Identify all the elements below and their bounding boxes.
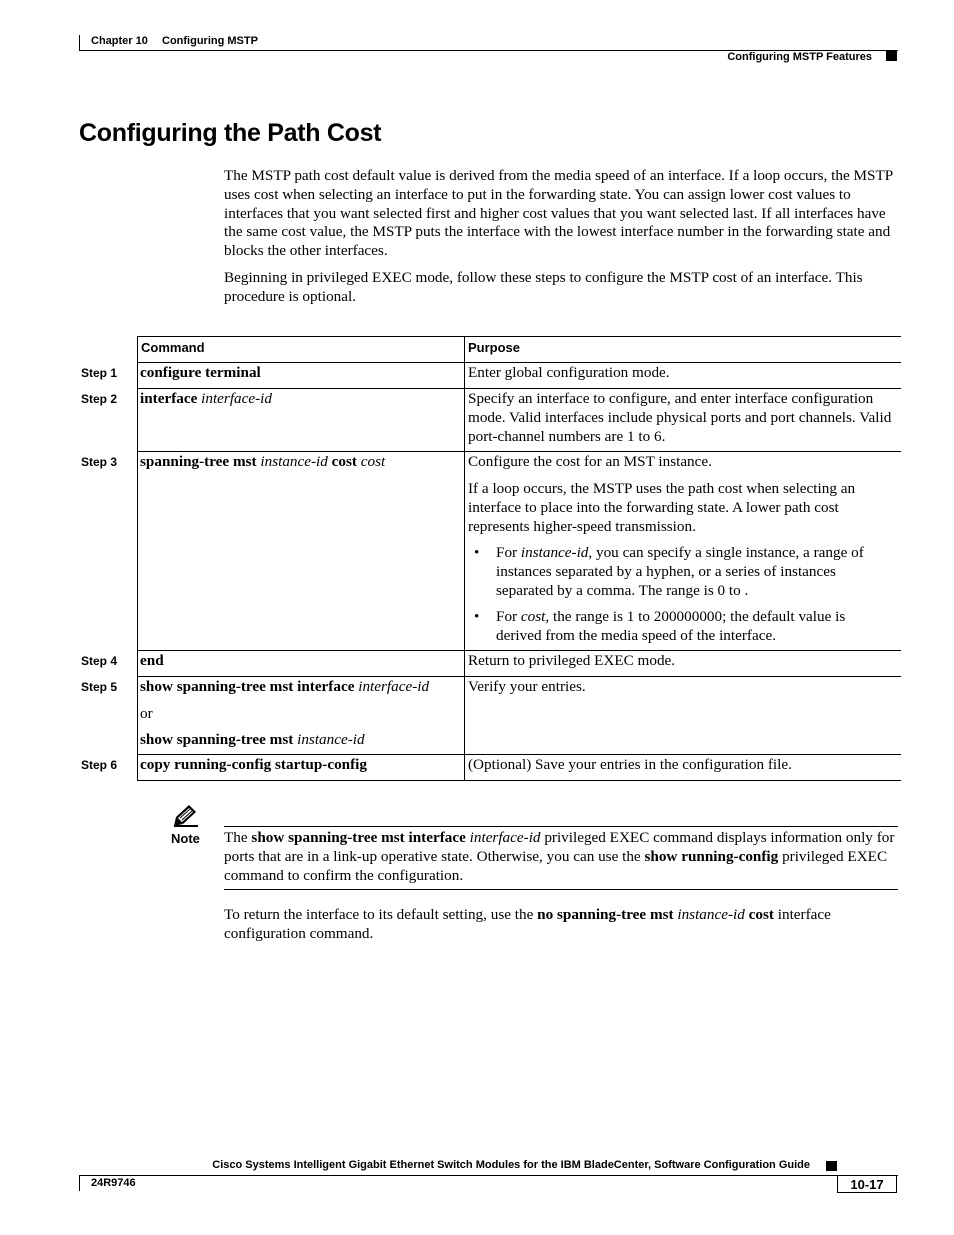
table-top-rule (137, 336, 901, 337)
command-argument: instance-id (520, 544, 589, 561)
step-command (140, 678, 429, 697)
command-keyword: show spanning-tree mst (140, 731, 294, 748)
command-keyword: end (140, 652, 164, 669)
step-purpose: Return to privileged EXEC mode. (468, 652, 676, 669)
command-keyword: show spanning-tree mst interface (140, 678, 355, 695)
step-purpose: Enter global configuration mode. (468, 364, 670, 381)
note-text-run: privileged EXEC command displays information only for ports that are in a link-up operative state. Otherwise, you can use the (224, 829, 895, 865)
command-keyword: copy running-config startup-config (140, 756, 367, 773)
command-argument: instance-id (297, 731, 365, 748)
table-bottom-rule (137, 780, 901, 781)
note-text-run: privileged EXEC command to confirm the configuration. (224, 847, 888, 884)
footer-marker (826, 1161, 837, 1171)
footer-rule (79, 1175, 898, 1176)
closing-text-run: interface configuration command. (224, 906, 831, 942)
bullet-marker: • (474, 544, 480, 561)
page-title: Configuring the Path Cost (79, 119, 382, 147)
command-argument: interface-id (469, 829, 541, 846)
table-row-rule (137, 451, 901, 452)
header-chapter: Chapter 10 (91, 35, 148, 47)
command-argument: interface-id (201, 390, 272, 407)
bullet-item (496, 608, 886, 646)
command-argument: cost (360, 453, 386, 470)
footer-left-rule (79, 1175, 80, 1191)
command-argument: instance-id (260, 453, 328, 470)
bullet-text: , you can specify a single instance, a range of instances separated by a hyphen, or a series of instances separated by a comma. The range is 0 to . (496, 544, 864, 599)
step-purpose: Verify your entries. (468, 678, 586, 695)
note-top-rule (224, 826, 898, 827)
step-command (140, 364, 261, 383)
step-purpose-detail: If a loop occurs, the MSTP uses the path cost when selecting an interface to place into the forwarding state. A lower path cost represents higher-speed transmission. (468, 480, 856, 535)
table-row-rule (137, 754, 901, 755)
table-left-rule (137, 336, 138, 781)
step-command (140, 756, 367, 775)
step-command (140, 652, 164, 671)
bullet-marker: • (474, 608, 480, 625)
note-text-run: The (224, 829, 252, 846)
intro-paragraph-1: The MSTP path cost default value is derived from the media speed of an interface. If a loop occurs, the MSTP uses cost when selecting an interface to put in the forwarding state. You can assign lower cost values to interfaces that you want selected first and higher cost values that you want selected last. If all interfaces have the same cost value, the MSTP puts the interface with the lowest interface number in the forwarding state and blocks the other interfaces. (224, 167, 893, 260)
step-label: Step 3 (81, 455, 118, 469)
step-label: Step 1 (81, 366, 118, 380)
command-argument: cost (520, 608, 546, 625)
bullet-text: For (496, 608, 518, 625)
table-row-rule (137, 650, 901, 651)
table-header-rule (137, 362, 901, 363)
step-label: Step 6 (81, 758, 118, 772)
pencil-icon (172, 803, 200, 827)
step-command-or: or (140, 705, 153, 722)
bullet-item (496, 544, 894, 600)
command-keyword: cost (331, 453, 357, 470)
table-row-rule (137, 676, 901, 677)
step-label: Step 5 (81, 680, 118, 694)
closing-paragraph (224, 906, 899, 944)
command-keyword: spanning-tree mst (140, 453, 257, 470)
command-keyword: show spanning-tree mst interface (251, 829, 466, 846)
table-row-rule (137, 388, 901, 389)
closing-text-run: To return the interface to its default setting, use the (224, 906, 538, 923)
table-column-divider (464, 336, 465, 781)
step-label: Step 4 (81, 654, 118, 668)
footer-guide-title: Cisco Systems Intelligent Gigabit Ethernet Switch Modules for the IBM BladeCenter, Software Configuration Guide (212, 1159, 810, 1171)
step-purpose: Specify an interface to configure, and enter interface configuration mode. Valid interfaces include physical ports and port channels. Valid port-channel numbers are 1 to 6. (468, 390, 892, 445)
step-purpose: (Optional) Save your entries in the configuration file. (468, 756, 792, 773)
step-label: Step 2 (81, 392, 118, 406)
header-left-rule (79, 35, 80, 51)
step-purpose: Configure the cost for an MST instance. (468, 453, 712, 470)
bullet-text: , the range is 1 to 200000000; the default value is derived from the media speed of the interface. (496, 608, 846, 644)
step-command (140, 390, 272, 409)
column-header-command: Command (141, 340, 205, 355)
command-keyword: show running-config (644, 847, 779, 865)
column-header-purpose: Purpose (468, 340, 521, 355)
footer-doc-id: 24R9746 (91, 1177, 136, 1189)
command-argument: instance-id (677, 906, 745, 923)
header-marker (886, 51, 897, 61)
command-keyword: configure terminal (140, 364, 261, 381)
command-argument: interface-id (358, 678, 430, 695)
step-command (140, 453, 385, 472)
bullet-text: For (496, 544, 518, 561)
command-keyword: no spanning-tree mst (537, 906, 674, 923)
intro-paragraph-2: Beginning in privileged EXEC mode, follow these steps to configure the MSTP cost of an interface. This procedure is optional. (224, 269, 863, 305)
header-chapter-title: Configuring MSTP (162, 35, 258, 47)
header-section: Configuring MSTP Features (727, 51, 872, 63)
page-number: 10-17 (850, 1177, 884, 1192)
command-keyword: interface (140, 390, 198, 407)
note-label: Note (171, 831, 200, 846)
command-keyword: cost (748, 906, 774, 923)
step-command (140, 731, 365, 750)
note-bottom-rule (224, 889, 898, 890)
note-text (224, 829, 898, 885)
